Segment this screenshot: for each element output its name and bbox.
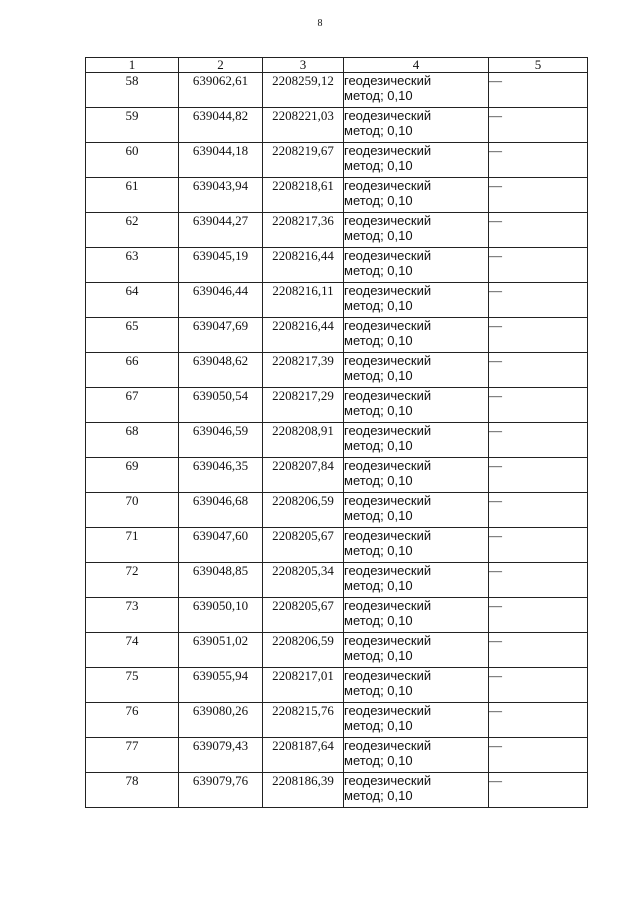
coordinate-x: 639055,94	[179, 668, 263, 703]
coordinate-x: 639044,82	[179, 108, 263, 143]
coordinate-y: 2208207,84	[263, 458, 344, 493]
coordinate-y: 2208187,64	[263, 738, 344, 773]
note-cell	[489, 668, 588, 703]
note-cell	[489, 108, 588, 143]
note-dash: —	[489, 178, 502, 193]
method-line-2: метод; 0,10	[344, 228, 413, 243]
note-dash: —	[489, 458, 502, 473]
coordinate-y: 2208216,44	[263, 318, 344, 353]
coordinate-y: 2208219,67	[263, 143, 344, 178]
note-dash: —	[489, 283, 502, 298]
note-dash: —	[489, 738, 502, 753]
method-accuracy	[344, 598, 489, 633]
method-line-2: метод; 0,10	[344, 753, 413, 768]
header-col-2: 2	[179, 58, 263, 73]
method-line-1: геодезический	[344, 248, 432, 263]
note-cell	[489, 213, 588, 248]
table-row	[86, 773, 588, 808]
coordinate-x: 639048,85	[179, 563, 263, 598]
method-line-1: геодезический	[344, 773, 432, 788]
method-line-1: геодезический	[344, 318, 432, 333]
note-dash: —	[489, 213, 502, 228]
method-accuracy	[344, 423, 489, 458]
coordinate-x: 639047,69	[179, 318, 263, 353]
point-number: 70	[86, 493, 179, 528]
coordinate-x: 639051,02	[179, 633, 263, 668]
note-dash: —	[489, 773, 502, 788]
note-cell	[489, 703, 588, 738]
method-line-1: геодезический	[344, 528, 432, 543]
method-line-1: геодезический	[344, 283, 432, 298]
method-line-2: метод; 0,10	[344, 333, 413, 348]
header-col-4: 4	[344, 58, 489, 73]
note-dash: —	[489, 703, 502, 718]
coordinate-y: 2208217,01	[263, 668, 344, 703]
method-accuracy	[344, 458, 489, 493]
point-number: 72	[86, 563, 179, 598]
coordinate-y: 2208217,36	[263, 213, 344, 248]
coordinate-x: 639050,54	[179, 388, 263, 423]
coordinate-y: 2208186,39	[263, 773, 344, 808]
header-col-3: 3	[263, 58, 344, 73]
method-accuracy	[344, 703, 489, 738]
method-line-2: метод; 0,10	[344, 158, 413, 173]
coordinate-x: 639046,35	[179, 458, 263, 493]
coordinate-x: 639045,19	[179, 248, 263, 283]
table-row	[86, 528, 588, 563]
table-row	[86, 318, 588, 353]
method-line-1: геодезический	[344, 423, 432, 438]
table-body	[86, 73, 588, 808]
coordinate-y: 2208208,91	[263, 423, 344, 458]
coordinate-y: 2208215,76	[263, 703, 344, 738]
note-dash: —	[489, 633, 502, 648]
note-dash: —	[489, 353, 502, 368]
table-row	[86, 633, 588, 668]
method-line-2: метод; 0,10	[344, 683, 413, 698]
point-number: 69	[86, 458, 179, 493]
note-dash: —	[489, 598, 502, 613]
method-line-2: метод; 0,10	[344, 648, 413, 663]
method-accuracy	[344, 493, 489, 528]
table-row	[86, 108, 588, 143]
note-dash: —	[489, 528, 502, 543]
method-line-1: геодезический	[344, 633, 432, 648]
note-dash: —	[489, 248, 502, 263]
method-accuracy	[344, 248, 489, 283]
coordinate-y: 2208216,44	[263, 248, 344, 283]
table-row	[86, 213, 588, 248]
note-dash: —	[489, 108, 502, 123]
coordinates-table	[85, 57, 588, 808]
note-dash: —	[489, 493, 502, 508]
note-cell	[489, 563, 588, 598]
note-cell	[489, 318, 588, 353]
coordinate-x: 639044,27	[179, 213, 263, 248]
table-row	[86, 248, 588, 283]
method-accuracy	[344, 633, 489, 668]
method-accuracy	[344, 213, 489, 248]
table-row	[86, 493, 588, 528]
table-row	[86, 423, 588, 458]
method-accuracy	[344, 143, 489, 178]
method-line-1: геодезический	[344, 353, 432, 368]
method-line-1: геодезический	[344, 563, 432, 578]
method-accuracy	[344, 388, 489, 423]
note-cell	[489, 528, 588, 563]
coordinate-y: 2208217,39	[263, 353, 344, 388]
method-accuracy	[344, 353, 489, 388]
note-cell	[489, 493, 588, 528]
note-cell	[489, 458, 588, 493]
method-accuracy	[344, 318, 489, 353]
method-line-1: геодезический	[344, 738, 432, 753]
coordinate-y: 2208259,12	[263, 73, 344, 108]
note-cell	[489, 598, 588, 633]
method-accuracy	[344, 283, 489, 318]
point-number: 75	[86, 668, 179, 703]
coordinate-x: 639046,59	[179, 423, 263, 458]
coordinate-x: 639048,62	[179, 353, 263, 388]
table-header	[86, 58, 588, 73]
method-accuracy	[344, 108, 489, 143]
method-line-2: метод; 0,10	[344, 613, 413, 628]
note-cell	[489, 283, 588, 318]
method-line-1: геодезический	[344, 388, 432, 403]
point-number: 64	[86, 283, 179, 318]
method-line-2: метод; 0,10	[344, 438, 413, 453]
coordinate-y: 2208205,67	[263, 598, 344, 633]
point-number: 62	[86, 213, 179, 248]
method-line-1: геодезический	[344, 703, 432, 718]
note-cell	[489, 73, 588, 108]
coordinate-x: 639080,26	[179, 703, 263, 738]
table-row	[86, 703, 588, 738]
note-dash: —	[489, 143, 502, 158]
note-dash: —	[489, 73, 502, 88]
header-row	[86, 58, 588, 73]
note-cell	[489, 143, 588, 178]
coordinate-y: 2208205,34	[263, 563, 344, 598]
method-accuracy	[344, 178, 489, 213]
coordinate-x: 639079,43	[179, 738, 263, 773]
table-row	[86, 563, 588, 598]
point-number: 71	[86, 528, 179, 563]
coordinate-x: 639046,44	[179, 283, 263, 318]
point-number: 66	[86, 353, 179, 388]
method-line-2: метод; 0,10	[344, 368, 413, 383]
point-number: 65	[86, 318, 179, 353]
point-number: 68	[86, 423, 179, 458]
coordinate-y: 2208217,29	[263, 388, 344, 423]
coordinate-y: 2208205,67	[263, 528, 344, 563]
note-cell	[489, 248, 588, 283]
point-number: 61	[86, 178, 179, 213]
page-number: 8	[317, 18, 323, 29]
point-number: 58	[86, 73, 179, 108]
table-row	[86, 388, 588, 423]
note-cell	[489, 633, 588, 668]
note-dash: —	[489, 423, 502, 438]
method-accuracy	[344, 563, 489, 598]
table-row	[86, 458, 588, 493]
method-line-2: метод; 0,10	[344, 123, 413, 138]
note-cell	[489, 773, 588, 808]
header-col-1: 1	[86, 58, 179, 73]
method-line-1: геодезический	[344, 493, 432, 508]
coordinate-x: 639044,18	[179, 143, 263, 178]
point-number: 59	[86, 108, 179, 143]
method-line-2: метод; 0,10	[344, 403, 413, 418]
method-accuracy	[344, 73, 489, 108]
coordinate-y: 2208221,03	[263, 108, 344, 143]
method-line-2: метод; 0,10	[344, 578, 413, 593]
coordinate-x: 639062,61	[179, 73, 263, 108]
coordinate-x: 639046,68	[179, 493, 263, 528]
note-cell	[489, 423, 588, 458]
coordinate-y: 2208206,59	[263, 493, 344, 528]
table-row	[86, 738, 588, 773]
note-cell	[489, 353, 588, 388]
method-line-1: геодезический	[344, 598, 432, 613]
point-number: 63	[86, 248, 179, 283]
table-row	[86, 73, 588, 108]
method-line-1: геодезический	[344, 458, 432, 473]
table-row	[86, 143, 588, 178]
method-line-1: геодезический	[344, 143, 432, 158]
point-number: 73	[86, 598, 179, 633]
coordinate-x: 639047,60	[179, 528, 263, 563]
method-line-2: метод; 0,10	[344, 263, 413, 278]
table-row	[86, 598, 588, 633]
method-line-2: метод; 0,10	[344, 88, 413, 103]
note-cell	[489, 178, 588, 213]
note-dash: —	[489, 388, 502, 403]
note-dash: —	[489, 318, 502, 333]
method-line-2: метод; 0,10	[344, 543, 413, 558]
point-number: 78	[86, 773, 179, 808]
coordinate-x: 639079,76	[179, 773, 263, 808]
point-number: 74	[86, 633, 179, 668]
header-col-5: 5	[489, 58, 588, 73]
note-dash: —	[489, 563, 502, 578]
method-line-1: геодезический	[344, 668, 432, 683]
method-accuracy	[344, 773, 489, 808]
table-row	[86, 668, 588, 703]
point-number: 67	[86, 388, 179, 423]
method-line-2: метод; 0,10	[344, 788, 413, 803]
method-line-2: метод; 0,10	[344, 508, 413, 523]
point-number: 77	[86, 738, 179, 773]
method-accuracy	[344, 528, 489, 563]
point-number: 60	[86, 143, 179, 178]
method-line-1: геодезический	[344, 108, 432, 123]
note-cell	[489, 738, 588, 773]
method-line-1: геодезический	[344, 73, 432, 88]
method-line-2: метод; 0,10	[344, 193, 413, 208]
method-line-1: геодезический	[344, 213, 432, 228]
method-line-1: геодезический	[344, 178, 432, 193]
point-number: 76	[86, 703, 179, 738]
method-line-2: метод; 0,10	[344, 298, 413, 313]
coordinate-y: 2208218,61	[263, 178, 344, 213]
coordinate-x: 639043,94	[179, 178, 263, 213]
method-accuracy	[344, 668, 489, 703]
method-line-2: метод; 0,10	[344, 718, 413, 733]
table-row	[86, 178, 588, 213]
note-cell	[489, 388, 588, 423]
method-accuracy	[344, 738, 489, 773]
coordinate-x: 639050,10	[179, 598, 263, 633]
table-row	[86, 353, 588, 388]
method-line-2: метод; 0,10	[344, 473, 413, 488]
coordinate-y: 2208206,59	[263, 633, 344, 668]
coordinate-y: 2208216,11	[263, 283, 344, 318]
note-dash: —	[489, 668, 502, 683]
table-row	[86, 283, 588, 318]
